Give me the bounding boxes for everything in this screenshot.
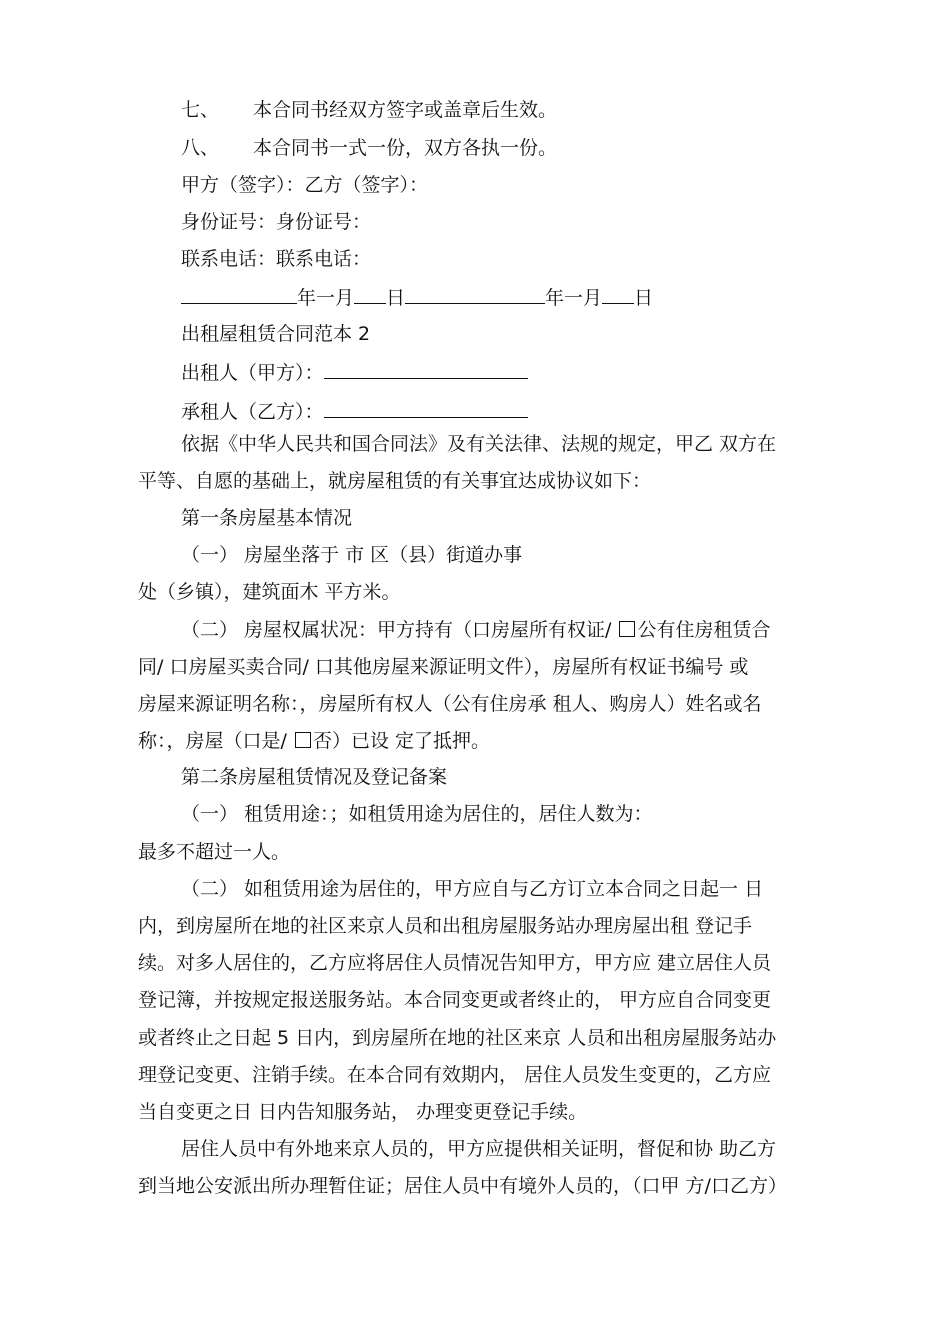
lessee-blank[interactable] [324,399,528,418]
article-heading: 第一条房屋基本情况 [181,507,353,529]
contract-title: 出租屋租赁合同范本 2 [181,323,371,345]
paragraph-line: 到当地公安派出所办理暂住证；居住人员中有境外人员的，（口甲 方/口乙方） [138,1175,787,1197]
clause-text: 本合同书经双方签字或盖章后生效。 [253,99,558,121]
phone-line: 联系电话：联系电话： [181,248,372,270]
date-year-month: 年一月 [545,287,603,309]
clause-number: 八、 [181,137,220,159]
clause-number: 七、 [181,99,220,121]
lessee-line [181,399,528,424]
date-blank[interactable] [354,285,386,304]
lessee-label: 承租人（乙方）： [181,401,324,423]
date-blank[interactable] [602,285,634,304]
paragraph-line: （一） 租赁用途：；如租赁用途为居住的，居住人数为： [181,803,653,825]
paragraph-line: 登记簿，并按规定报送服务站。本合同变更或者终止的， 甲方应自合同变更 [138,989,772,1011]
paragraph-line: （二） 如租赁用途为居住的，甲方应自与乙方订立本合同之日起一 日 [181,878,764,900]
lessor-label: 出租人（甲方）： [181,362,324,384]
paragraph-line: 最多不超过一人。 [138,841,291,863]
paragraph-text: （二） 房屋权属状况：甲方持有（口房屋所有权证/ [181,619,618,641]
preamble-line: 依据《中华人民共和国合同法》及有关法律、法规的规定，甲乙 双方在 [181,433,777,455]
checkbox-icon[interactable] [619,621,635,637]
preamble-line: 平等、自愿的基础上，就房屋租赁的有关事宜达成协议如下： [138,470,652,492]
lessor-blank[interactable] [324,360,528,379]
id-number-line: 身份证号：身份证号： [181,211,372,233]
article-heading: 第二条房屋租赁情况及登记备案 [181,766,448,788]
paragraph-line: 同/ 口房屋买卖合同/ 口其他房屋来源证明文件），房屋所有权证书编号 或 [138,656,749,678]
clause-seven [181,98,557,122]
paragraph-line [138,729,490,753]
paragraph-line: 居住人员中有外地来京人员的，甲方应提供相关证明，督促和协 助乙方 [181,1138,777,1160]
clause-eight [181,136,557,160]
date-day: 日 [634,287,654,309]
paragraph-line: （一） 房屋坐落于 市 区（县）街道办事 [181,544,523,566]
paragraph-line: 房屋来源证明名称：，房屋所有权人（公有住房承 租人、购房人）姓名或名 [138,693,762,715]
paragraph-text: 称：，房屋（口是/ [138,730,293,752]
date-blank[interactable] [181,285,297,304]
signature-line: 甲方（签字）：乙方（签字）： [181,174,429,196]
paragraph-line: 理登记变更、注销手续。在本合同有效期内， 居住人员发生变更的，乙方应 [138,1064,772,1086]
paragraph-line [181,618,771,642]
date-line [181,285,653,310]
date-year-month: 年一月 [297,287,355,309]
paragraph-line: 或者终止之日起 5 日内，到房屋所在地的社区来京 人员和出租房屋服务站办 [138,1027,777,1049]
paragraph-text: 否）已设 定了抵押。 [312,730,490,752]
paragraph-line: 内，到房屋所在地的社区来京人员和出租房屋服务站办理房屋出租 登记手 [138,915,753,937]
date-day: 日 [386,287,406,309]
paragraph-line: 续。对多人居住的，乙方应将居住人员情况告知甲方，甲方应 建立居住人员 [138,952,772,974]
date-blank[interactable] [405,285,545,304]
paragraph-line: 处（乡镇），建筑面木 平方米。 [138,581,401,603]
paragraph-line: 当自变更之日 日内告知服务站， 办理变更登记手续。 [138,1101,588,1123]
clause-text: 本合同书一式一份，双方各执一份。 [253,137,558,159]
checkbox-icon[interactable] [295,732,311,748]
lessor-line [181,360,528,385]
paragraph-text: 公有住房租赁合 [637,619,771,641]
